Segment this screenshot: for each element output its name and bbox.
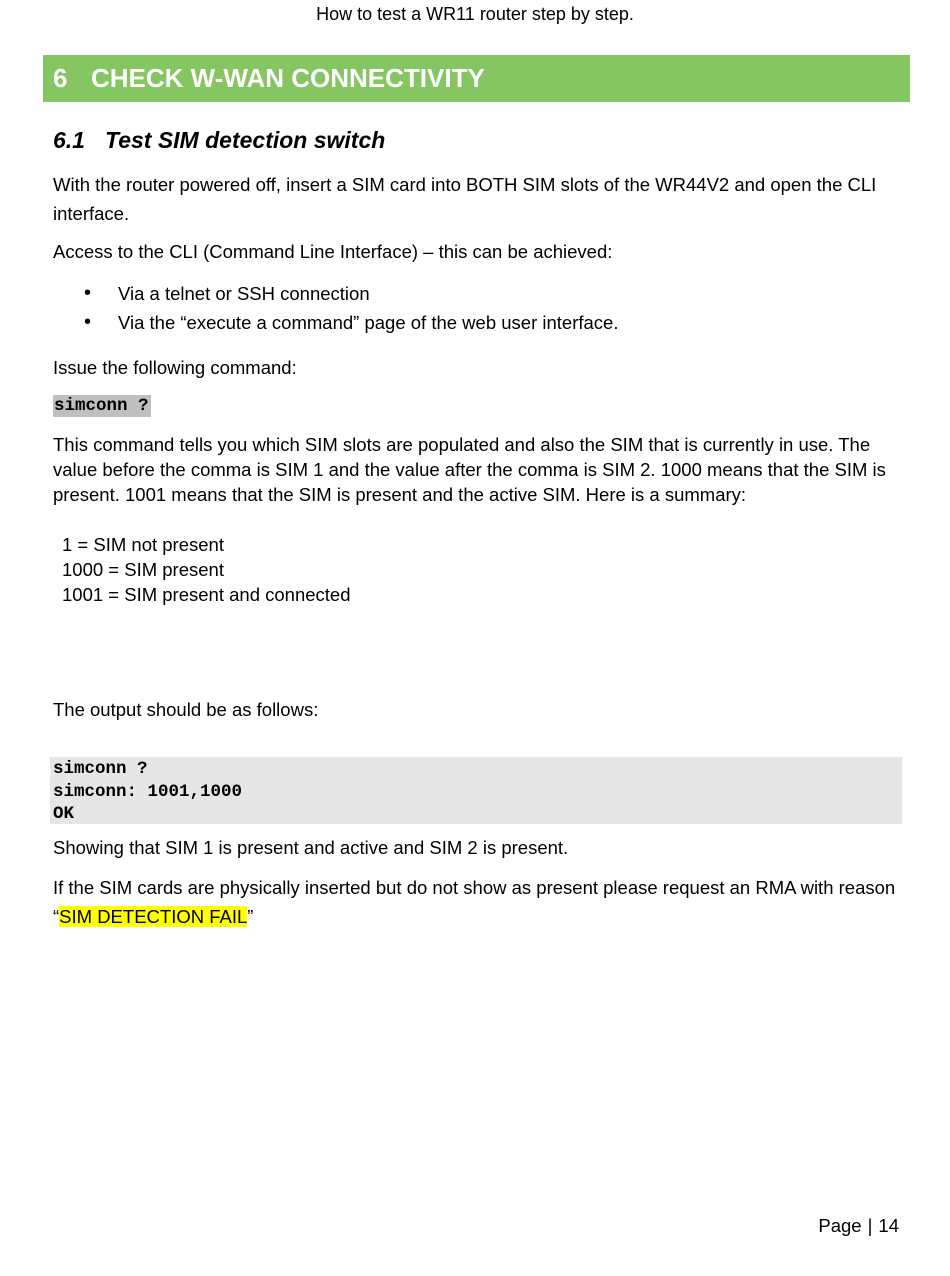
open-quote: “ (53, 905, 60, 927)
showing-paragraph: Showing that SIM 1 is present and active and SIM 2 is present. (53, 837, 569, 858)
page-label: Page (818, 1215, 862, 1236)
page-footer (818, 1214, 899, 1238)
rma-paragraph (53, 874, 903, 931)
access-paragraph: Access to the CLI (Command Line Interface) – this can be achieved: (53, 241, 613, 262)
status-summary (62, 532, 351, 607)
access-methods-list (53, 279, 618, 337)
summary-line: 1001 = SIM present and connected (62, 584, 351, 605)
running-header: How to test a WR11 router step by step. (316, 4, 634, 24)
section-number: 6 (53, 63, 68, 93)
issue-paragraph: Issue the following command: (53, 357, 297, 378)
subsection-title: Test SIM detection switch (105, 127, 386, 153)
code-line: simconn: 1001,1000 (53, 781, 243, 802)
section-heading (43, 55, 910, 102)
code-line: OK (53, 804, 75, 824)
explanation-paragraph: This command tells you which SIM slots are populated and also the SIM that is currently in use. The value before the comma is SIM 1 and the value after the comma is SIM 2. 1000 means that the SIM is present. 1001 means that the SIM is present and the active SIM. Here is a summary: (53, 434, 886, 505)
rma-reason-highlight: SIM DETECTION FAIL (59, 905, 248, 927)
intro-paragraph: With the router powered off, insert a SIM card into BOTH SIM slots of the WR44V2 and open the CLI interface. (53, 174, 877, 224)
command-snippet: simconn ? (54, 396, 149, 416)
code-line: simconn ? (53, 759, 148, 779)
list-item: • Via a telnet or SSH connection (53, 279, 618, 308)
page-number: 14 (878, 1215, 899, 1236)
close-quote: ” (247, 905, 254, 927)
subsection-heading (53, 124, 385, 156)
page-separator: | (867, 1215, 873, 1236)
summary-line: 1000 = SIM present (62, 559, 224, 580)
list-item: • Via the “execute a command” page of the web user interface. (53, 308, 618, 337)
subsection-number: 6.1 (53, 127, 85, 153)
command-output-block (50, 757, 902, 824)
rma-text: If the SIM cards are physically inserted but do not show as present please request an RMA with reason (53, 877, 896, 898)
summary-line: 1 = SIM not present (62, 534, 224, 555)
output-intro-paragraph: The output should be as follows: (53, 699, 319, 720)
section-title: CHECK W-WAN CONNECTIVITY (91, 63, 485, 93)
